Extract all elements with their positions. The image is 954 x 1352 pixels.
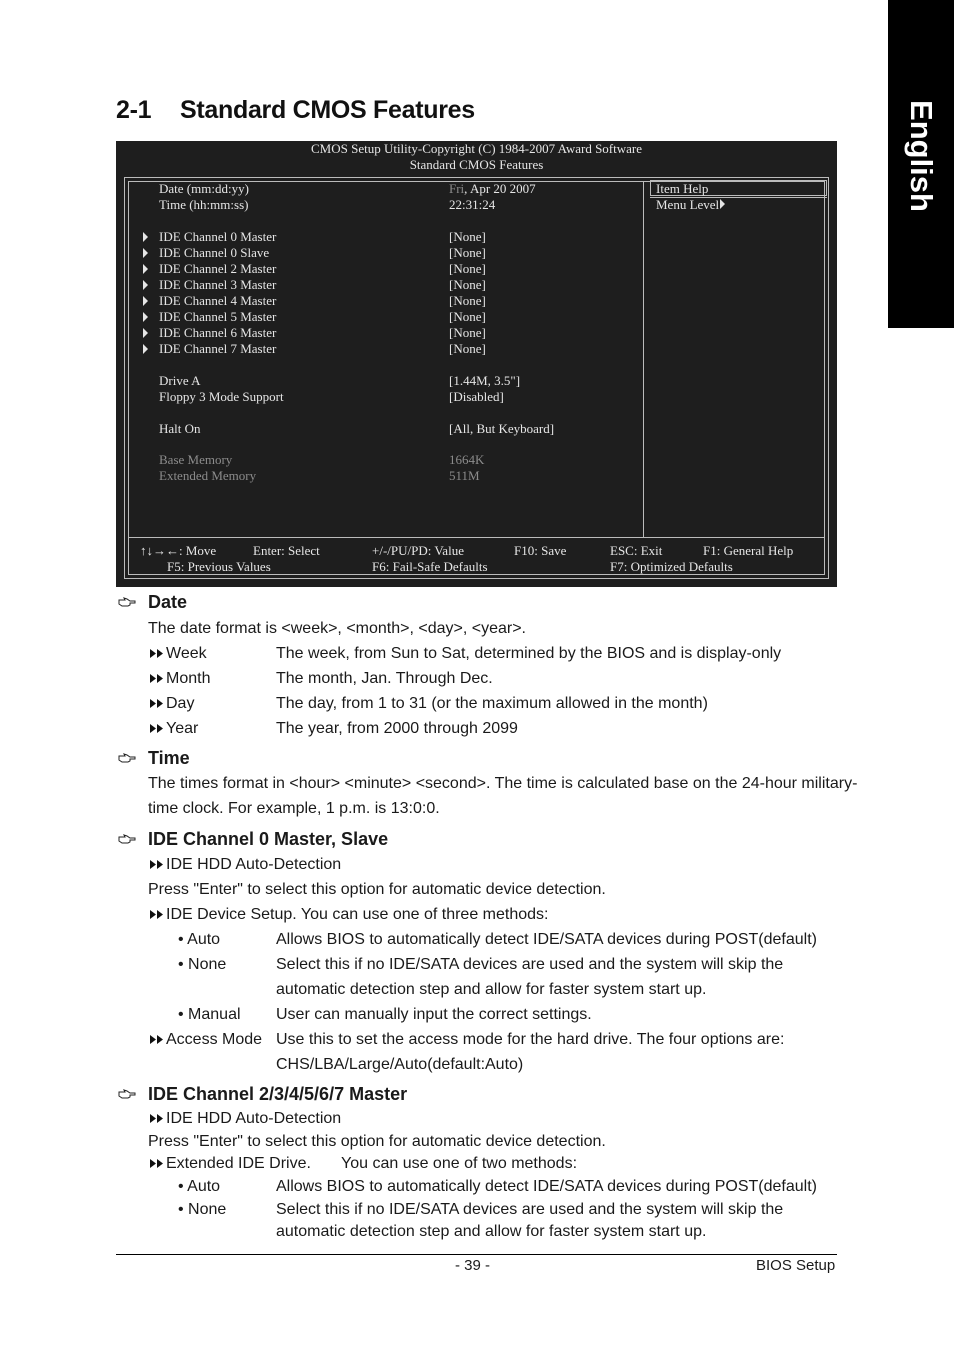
double-arrow-icon xyxy=(148,1113,166,1124)
pointing-hand-icon xyxy=(118,752,136,764)
key-f6: F6: Fail-Safe Defaults xyxy=(372,559,488,574)
menu-level-label: Menu Level xyxy=(656,197,724,213)
ide0-none-desc-line1: Select this if no IDE/SATA devices are used and the system will skip the xyxy=(276,956,784,973)
bios-divider-vertical xyxy=(643,181,644,537)
bios-setting-label[interactable]: Time (hh:mm:ss) xyxy=(159,197,249,212)
date-item-desc: The year, from 2000 through 2099 xyxy=(276,720,518,737)
double-arrow-icon xyxy=(148,1158,166,1169)
bios-setting-value[interactable]: Fri, Apr 20 2007 xyxy=(449,181,536,196)
time-heading: Time xyxy=(148,748,190,768)
submenu-arrow-icon xyxy=(143,344,148,354)
key-value: +/-/PU/PD: Value xyxy=(372,543,464,558)
weekday-value: Fri xyxy=(449,181,465,196)
ide2-extended: Extended IDE Drive. xyxy=(148,1155,311,1173)
page-number: - 39 - xyxy=(455,1257,491,1274)
bios-setting-label: Extended Memory xyxy=(159,468,257,483)
double-arrow-icon xyxy=(148,673,166,684)
date-item-term: Day xyxy=(148,695,194,713)
pointing-hand-icon xyxy=(118,833,136,845)
ide2-heading: IDE Channel 2/3/4/5/6/7 Master xyxy=(148,1084,408,1104)
footer-rule xyxy=(116,1254,837,1255)
bios-setting-label[interactable]: IDE Channel 6 Master xyxy=(159,325,277,340)
bios-screen xyxy=(116,141,837,587)
date-item-desc: The week, from Sun to Sat, determined by the BIOS and is display-only xyxy=(276,645,782,662)
bios-divider-horizontal xyxy=(128,537,824,538)
bios-setting-label[interactable]: IDE Channel 4 Master xyxy=(159,293,277,308)
bios-setting-value[interactable]: [None] xyxy=(449,229,486,244)
chapter-name: BIOS Setup xyxy=(756,1257,836,1274)
double-arrow-icon xyxy=(148,648,166,659)
bios-header-menu-title: Standard CMOS Features xyxy=(409,157,544,172)
bios-setting-value[interactable]: [None] xyxy=(449,325,486,340)
key-f1: F1: General Help xyxy=(703,543,794,558)
bios-setting-label[interactable]: IDE Channel 5 Master xyxy=(159,309,277,324)
ide2-none-desc-line1: Select this if no IDE/SATA devices are used and the system will skip the xyxy=(276,1201,784,1218)
bios-setting-value: 511M xyxy=(449,468,480,483)
double-arrow-icon xyxy=(148,698,166,709)
ide0-access-desc-line2: CHS/LBA/Large/Auto(default:Auto) xyxy=(276,1056,524,1073)
key-move: ↑↓→←: Move xyxy=(140,543,217,558)
ide0-device-setup: IDE Device Setup. You can use one of three methods: xyxy=(148,906,548,924)
key-f5: F5: Previous Values xyxy=(167,559,271,574)
ide0-none-term: • None xyxy=(178,956,227,973)
submenu-arrow-icon xyxy=(143,296,148,306)
ide0-none-desc-line2: automatic detection step and allow for faster system start up. xyxy=(276,981,707,998)
double-arrow-icon xyxy=(148,859,166,870)
key-enter: Enter: Select xyxy=(253,543,320,558)
key-esc: ESC: Exit xyxy=(610,543,663,558)
pointing-hand-icon xyxy=(118,1088,136,1100)
bios-header-copyright: CMOS Setup Utility-Copyright (C) 1984-2007 Award Software xyxy=(310,141,642,156)
date-item-term: Year xyxy=(148,720,198,738)
ide0-heading: IDE Channel 0 Master, Slave xyxy=(148,829,389,849)
bios-setting-value: 1664K xyxy=(449,452,485,467)
section-number: 2-1 xyxy=(116,96,152,124)
bios-setting-value[interactable]: [None] xyxy=(449,277,486,292)
bios-header xyxy=(116,141,837,173)
bios-setting-label: Base Memory xyxy=(159,452,233,467)
bios-setting-label[interactable]: Halt On xyxy=(159,421,201,436)
date-intro: The date format is <week>, <month>, <day>, <year>. xyxy=(148,620,526,637)
submenu-arrow-icon xyxy=(143,328,148,338)
bios-setting-value[interactable]: [1.44M, 3.5"] xyxy=(449,373,521,388)
key-f7: F7: Optimized Defaults xyxy=(610,559,733,574)
ide0-manual-desc: User can manually input the correct settings. xyxy=(276,1006,592,1023)
ide0-access-desc-line1: Use this to set the access mode for the hard drive. The four options are: xyxy=(276,1031,785,1048)
bios-setting-label[interactable]: IDE Channel 0 Slave xyxy=(159,245,270,260)
section-title xyxy=(116,96,475,125)
date-item-term: Week xyxy=(148,645,207,663)
ide0-press-enter: Press "Enter" to select this option for automatic device detection. xyxy=(148,881,606,898)
submenu-arrow-icon xyxy=(143,312,148,322)
ide2-press-enter: Press "Enter" to select this option for automatic device detection. xyxy=(148,1133,606,1150)
ide0-auto-term: • Auto xyxy=(178,931,221,948)
double-arrow-icon xyxy=(148,723,166,734)
bios-setting-value[interactable]: [None] xyxy=(449,293,486,308)
date-item-term: Month xyxy=(148,670,210,688)
ide0-manual-term: • Manual xyxy=(178,1006,241,1023)
bios-setting-value[interactable]: [All, But Keyboard] xyxy=(449,421,555,436)
double-arrow-icon xyxy=(148,909,166,920)
bios-setting-value[interactable]: [None] xyxy=(449,309,486,324)
bios-setting-label[interactable]: Floppy 3 Mode Support xyxy=(159,389,284,404)
ide2-auto-term: • Auto xyxy=(178,1178,221,1195)
ide2-auto-detect: IDE HDD Auto-Detection xyxy=(148,1110,341,1128)
bios-setting-label[interactable]: IDE Channel 7 Master xyxy=(159,341,277,356)
ide2-auto-desc: Allows BIOS to automatically detect IDE/SATA devices during POST(default) xyxy=(276,1178,817,1195)
section-name: Standard CMOS Features xyxy=(180,96,475,124)
submenu-arrow-icon xyxy=(143,264,148,274)
bios-setting-value[interactable]: [None] xyxy=(449,245,486,260)
key-f10: F10: Save xyxy=(514,543,567,558)
language-tab-label: English xyxy=(904,100,939,212)
item-help-label: Item Help xyxy=(656,181,709,196)
bios-setting-label[interactable]: Date (mm:dd:yy) xyxy=(159,181,249,196)
bios-setting-value[interactable]: [Disabled] xyxy=(449,389,504,404)
ide0-auto-desc: Allows BIOS to automatically detect IDE/SATA devices during POST(default) xyxy=(276,931,817,948)
date-item-desc: The month, Jan. Through Dec. xyxy=(276,670,493,687)
submenu-arrow-icon xyxy=(143,280,148,290)
bios-setting-label[interactable]: IDE Channel 2 Master xyxy=(159,261,277,276)
submenu-arrow-icon xyxy=(143,248,148,258)
language-tab xyxy=(888,0,954,328)
bios-setting-value[interactable]: [None] xyxy=(449,341,486,356)
ide0-auto-detect: IDE HDD Auto-Detection xyxy=(148,856,341,874)
time-text-line1: The times format in <hour> <minute> <second>. The time is calculated base on the 24-hour military- xyxy=(148,775,858,792)
submenu-arrow-icon xyxy=(143,232,148,242)
ide0-access-mode-term: Access Mode xyxy=(148,1031,262,1049)
bios-setting-label[interactable]: IDE Channel 0 Master xyxy=(159,229,277,244)
bios-setting-value[interactable]: 22:31:24 xyxy=(449,197,496,212)
bios-setting-label[interactable]: IDE Channel 3 Master xyxy=(159,277,277,292)
pointing-hand-icon xyxy=(118,596,136,608)
bios-setting-value[interactable]: [None] xyxy=(449,261,486,276)
ide2-none-term: • None xyxy=(178,1201,227,1218)
ide2-none-desc-line2: automatic detection step and allow for faster system start up. xyxy=(276,1223,707,1240)
ide2-extended-desc: You can use one of two methods: xyxy=(341,1155,578,1172)
bios-setting-label[interactable]: Drive A xyxy=(159,373,201,388)
double-arrow-icon xyxy=(148,1034,166,1045)
time-text-line2: time clock. For example, 1 p.m. is 13:0:0. xyxy=(148,800,440,817)
menu-level-arrow-icon xyxy=(720,199,725,209)
date-heading: Date xyxy=(148,592,188,612)
date-item-desc: The day, from 1 to 31 (or the maximum allowed in the month) xyxy=(276,695,708,712)
